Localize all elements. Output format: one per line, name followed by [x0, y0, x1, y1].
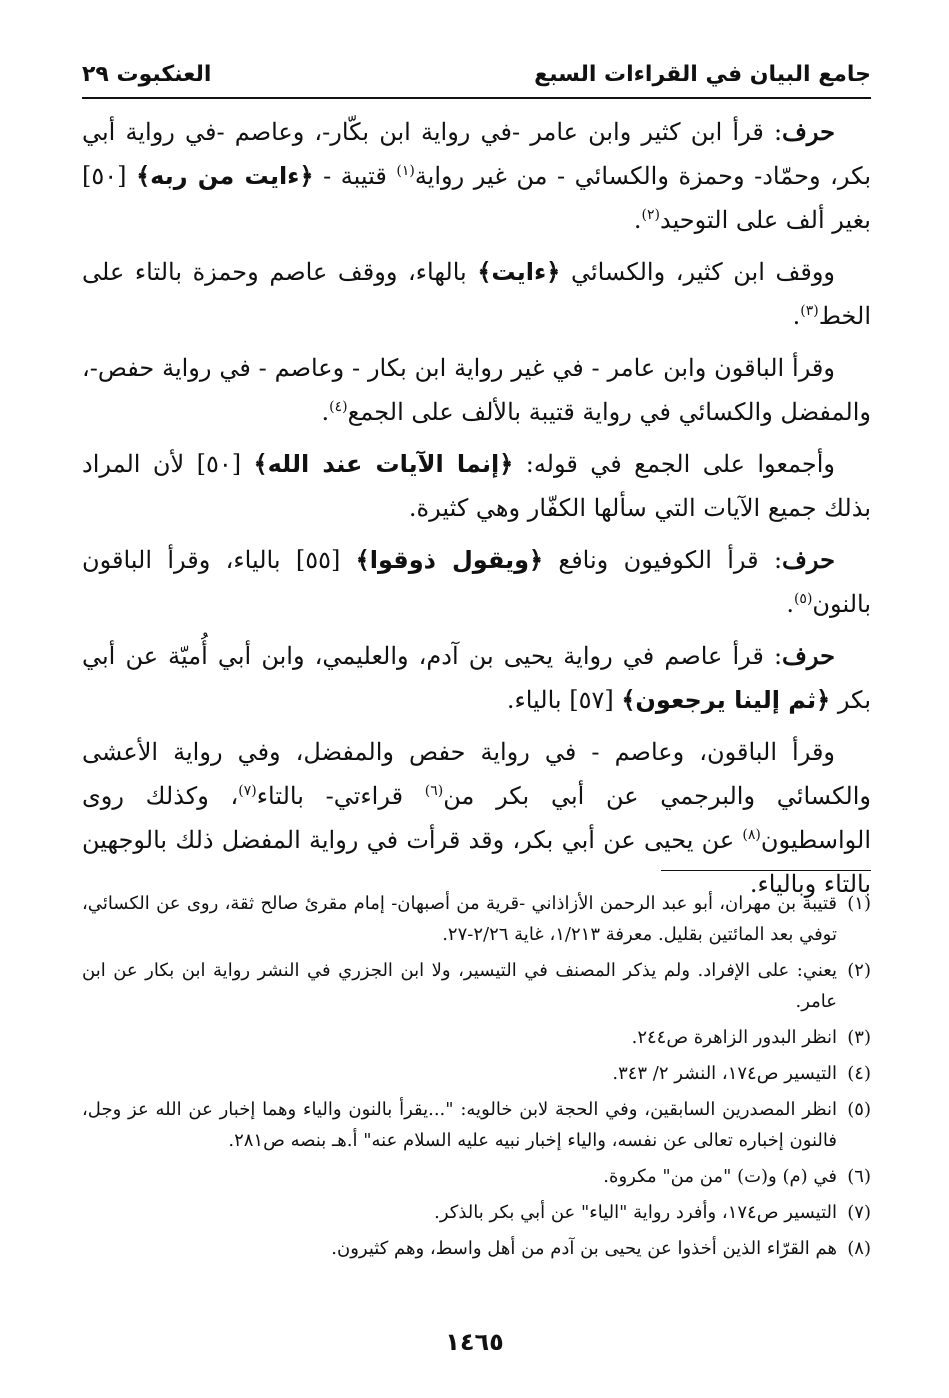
- quran-quote: ﴿ويقول ذوقوا﴾: [355, 546, 544, 574]
- footnote-text: التيسير ص١٧٤، وأفرد رواية "الياء" عن أبي بكر بالذكر.: [434, 1202, 837, 1223]
- footnote-text: يعني: على الإفراد. ولم يذكر المصنف في التيسير، ولا ابن الجزري في النشر رواية ابن بكار عن ابن عامر.: [82, 960, 837, 1012]
- footnote-ref: (٣): [800, 303, 819, 319]
- footnote-ref: (٨): [742, 827, 761, 843]
- header-divider: [82, 97, 871, 99]
- quran-quote: ﴿ثم إلينا يرجعون﴾: [621, 686, 831, 714]
- paragraph-6: حرف: قرأ عاصم في رواية يحيى بن آدم، والعليمي، وابن أبي أُميّة عن أبي بكر ﴿ثم إلينا يرجعون﴾ [٥٧] بالياء.: [82, 641, 871, 714]
- footnote-8: [82, 1233, 871, 1264]
- quran-quote: ﴿ءايت﴾: [477, 258, 561, 286]
- footnote-text: انظر المصدرين السابقين، وفي الحجة لابن خالويه: "...يقرأ بالنون والياء وهما إخبار عن الله عز وجل، فالنون إخباره تعالى عن نفسه، والياء إخبار نبيه عليه السلام عنه" أ.هـ بنصه ص٢٨١.: [82, 1099, 837, 1151]
- footnote-number: (٣): [847, 1027, 871, 1048]
- footnote-4: [82, 1058, 871, 1089]
- main-text: [82, 110, 871, 914]
- paragraph-5: حرف: قرأ الكوفيون ونافع ﴿ويقول ذوقوا﴾ [٥٥] بالياء، وقرأ الباقون بالنون$^{(٥)}$.: [82, 545, 871, 618]
- quran-quote: ﴿ءايت من ربه﴾: [136, 162, 314, 190]
- footnote-number: (١): [847, 893, 871, 914]
- footnote-text: في (م) و(ت) "من من" مكروة.: [603, 1166, 837, 1187]
- footnote-ref: (٦): [424, 783, 444, 799]
- section-label: حرف: [782, 117, 835, 146]
- footnotes: [82, 888, 871, 1269]
- footnote-ref: (٧): [238, 783, 257, 799]
- footnote-text: انظر البدور الزاهرة ص٢٤٤.: [631, 1027, 837, 1048]
- footnote-6: [82, 1161, 871, 1192]
- footnote-number: (٦): [847, 1166, 871, 1187]
- footnote-text: هم القرّاء الذين أخذوا عن يحيى بن آدم من أهل واسط، وهم كثيرون.: [331, 1238, 837, 1259]
- surah-reference: العنكبوت ٢٩: [82, 61, 212, 87]
- footnote-divider: [661, 870, 871, 871]
- footnote-number: (٢): [847, 960, 871, 981]
- book-title: جامع البيان في القراءات السبع: [534, 61, 871, 87]
- running-header: [82, 54, 871, 94]
- paragraph-4: وأجمعوا على الجمع في قوله: ﴿إنما الآيات عند الله﴾ [٥٠] لأن المراد بذلك جميع الآيات التي سألها الكفّار وهي كثيرة.: [82, 450, 871, 522]
- paragraph-2: ووقف ابن كثير، والكسائي ﴿ءايت﴾ بالهاء، ووقف عاصم وحمزة بالتاء على الخط$^{(٣)}$.: [82, 258, 871, 330]
- footnote-text: التيسير ص١٧٤، النشر ٢/ ٣٤٣.: [612, 1063, 837, 1084]
- paragraph-7: وقرأ الباقون، وعاصم - في رواية حفص والمفضل، وفي رواية الأعشى والكسائي والبرجمي عن أبي بكر من$^{(٦)}$ قراءتي- بالتاء$^{(٧)}$، وكذلك روى الواسطيون$^{(٨)}$ عن يحيى عن أبي بكر، وقد قرأت في رواية المفضل ذلك بالوجهين بالتاء وبالياء.: [82, 738, 871, 898]
- footnote-number: (٧): [847, 1202, 871, 1223]
- paragraph-3: وقرأ الباقون وابن عامر - في غير رواية ابن بكار - وعاصم - في رواية حفص-، والمفضل والكسائي في رواية قتيبة بالألف على الجمع$^{(٤)}$.: [82, 354, 871, 426]
- footnote-ref: (١): [396, 163, 415, 179]
- footnote-3: [82, 1022, 871, 1053]
- footnote-ref: (٤): [329, 399, 348, 415]
- footnote-7: [82, 1197, 871, 1228]
- footnote-1: [82, 888, 871, 950]
- footnote-5: [82, 1094, 871, 1156]
- footnote-number: (٥): [847, 1099, 871, 1120]
- paragraph-1: حرف: قرأ ابن كثير وابن عامر -في رواية ابن بكّار-، وعاصم -في رواية أبي بكر، وحمّاد- وحمزة والكسائي - من غير رواية$^{(١)}$ قتيبة - ﴿ءايت من ربه﴾ [٥٠] بغير ألف على التوحيد$^{(٢)}$.: [82, 117, 872, 234]
- section-label: حرف: [782, 545, 835, 574]
- section-label: حرف: [782, 641, 836, 670]
- footnote-number: (٤): [847, 1063, 871, 1084]
- footnote-ref: (٢): [641, 207, 660, 223]
- footnote-text: قتيبة بن مهران، أبو عبد الرحمن الأزاذاني -قرية من أصبهان- إمام مقرئ صالح ثقة، روى عن الكسائي، توفي بعد المائتين بقليل. معرفة ١/٢١٣، غاية ٢/٢٦-٢٧.: [82, 893, 837, 945]
- quran-quote: ﴿إنما الآيات عند الله﴾: [253, 450, 514, 478]
- footnote-2: [82, 955, 871, 1017]
- footnote-number: (٨): [847, 1238, 871, 1259]
- footnote-ref: (٥): [793, 591, 813, 607]
- page-number: ١٤٦٥: [445, 1328, 504, 1356]
